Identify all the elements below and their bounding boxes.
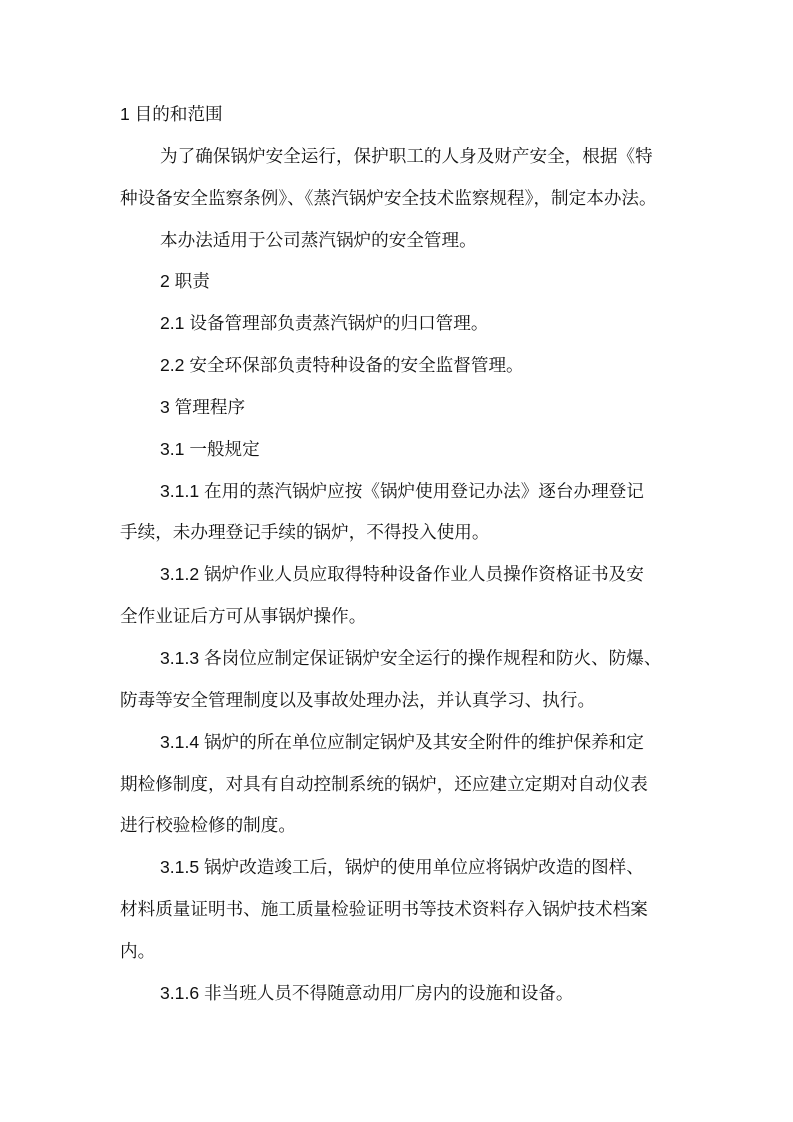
text-line: 期检修制度，对具有自动控制系统的锅炉，还应建立定期对自动仪表 (120, 773, 648, 794)
text-line: 手续，未办理登记手续的锅炉，不得投入使用。 (120, 522, 490, 543)
text-line: 2 职责 (160, 271, 210, 292)
text-line: 内。 (120, 940, 156, 961)
text-line: 种设备安全监察条例》、《蒸汽锅炉安全技术监察规程》，制定本办法。 (120, 187, 657, 208)
text-line: 3.1.1 在用的蒸汽锅炉应按《锅炉使用登记办法》逐台办理登记 (160, 480, 644, 501)
text-line: 3.1.5 锅炉改造竣工后，锅炉的使用单位应将锅炉改造的图样、 (160, 857, 644, 878)
text-line: 材料质量证明书、施工质量检验证明书等技术资料存入锅炉技术档案 (120, 899, 648, 920)
text-line: 3 管理程序 (160, 396, 246, 417)
text-line: 进行校验检修的制度。 (120, 815, 296, 836)
text-line: 3.1 一般规定 (160, 438, 260, 459)
text-line: 2.2 安全环保部负责特种设备的安全监督管理。 (160, 355, 524, 376)
document-body (120, 94, 680, 1015)
text-line: 本办法适用于公司蒸汽锅炉的安全管理。 (160, 229, 477, 250)
text-line: 1 目的和范围 (120, 104, 223, 124)
text-line: 为了确保锅炉安全运行，保护职工的人身及财产安全，根据《特 (160, 145, 653, 166)
text-line: 2.1 设备管理部负责蒸汽锅炉的归口管理。 (160, 313, 489, 334)
text-line: 3.1.3 各岗位应制定保证锅炉安全运行的操作规程和防火、防爆、 (160, 647, 662, 668)
text-line: 3.1.4 锅炉的所在单位应制定锅炉及其安全附件的维护保养和定 (160, 731, 644, 752)
text-line: 3.1.2 锅炉作业人员应取得特种设备作业人员操作资格证书及安 (160, 564, 644, 585)
text-line: 全作业证后方可从事锅炉操作。 (120, 606, 367, 627)
text-line: 防毒等安全管理制度以及事故处理办法，并认真学习、执行。 (120, 689, 596, 710)
text-line: 3.1.6 非当班人员不得随意动用厂房内的设施和设备。 (160, 982, 574, 1003)
